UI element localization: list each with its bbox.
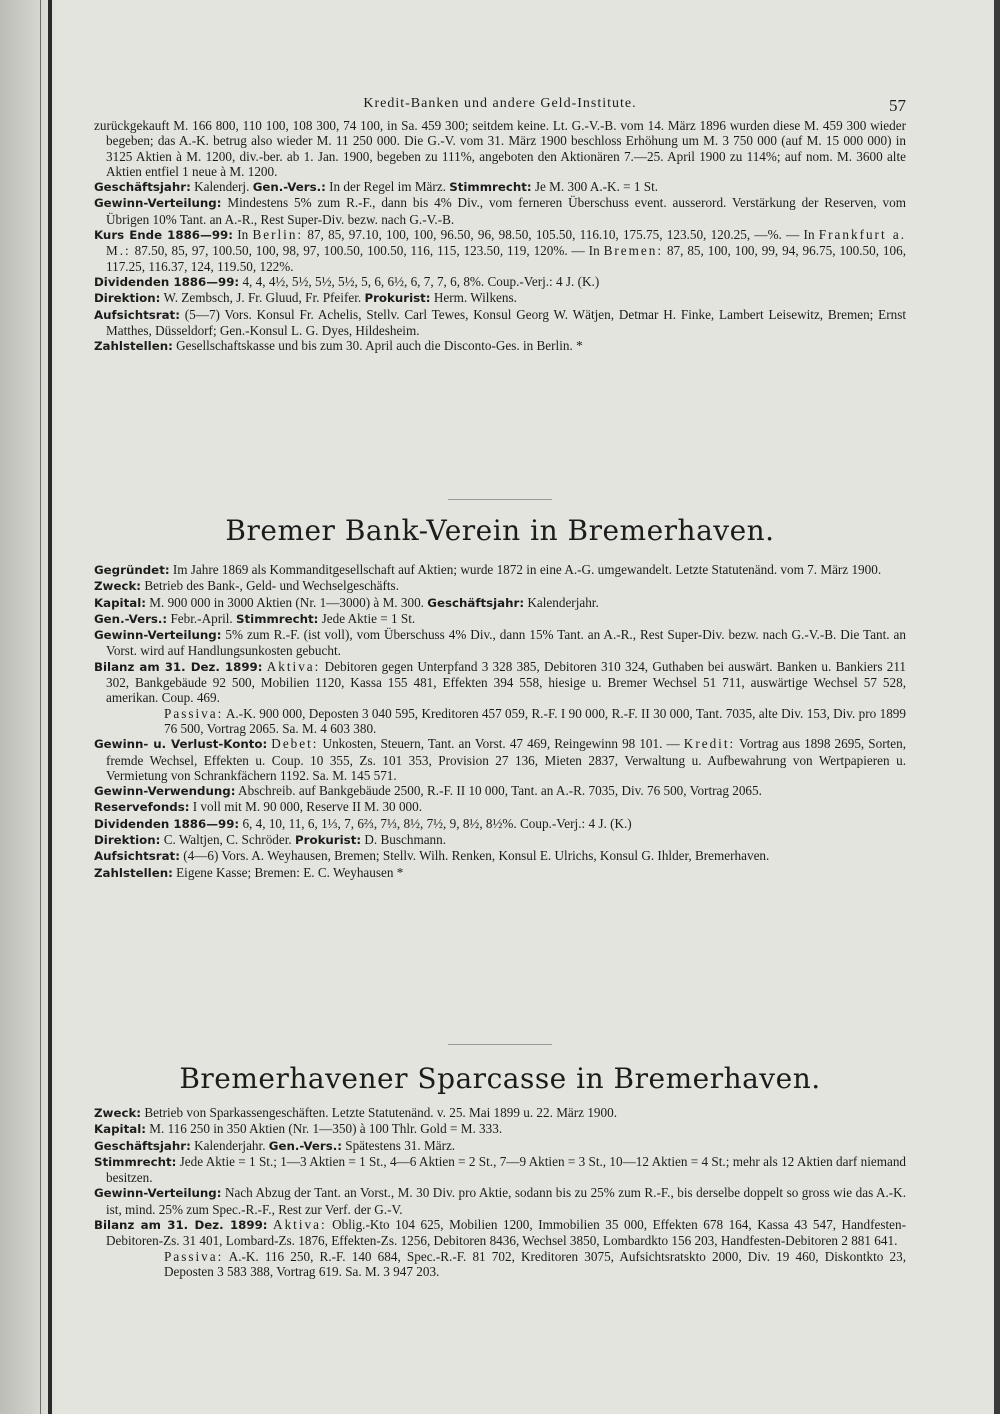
- zahlstellen-value: Eigene Kasse; Bremen: E. C. Weyhausen: [176, 864, 394, 880]
- kurs-bremen-values: 87, 85, 100, 100, 99, 94, 96.75, 100.50, 106, 117.25, 116.37, 124, 119.50, 122%.: [106, 243, 907, 274]
- binding-line: [48, 0, 52, 1414]
- geschaeftsjahr-paragraph: [94, 1138, 906, 1154]
- gewinn-value: Mindestens 5% zum R.-F., dann bis 4% Div., vom ferneren Überschuss event. ausserord. Verstärkung der Reserven, vom Übrigen 10% Tant. an A.-R., Rest Super-Div. bezw. nach G.-V.-B.: [106, 195, 906, 227]
- capital-history-text: zurückgekauft M. 166 800, 110 100, 108 300, 74 100, in Sa. 459 300; seitdem keine. Lt. G.-V.-B. vom 14. März 1896 wurden diese M. 459 300 wieder begeben; das A.-K. betrug also wieder M. 11 250 000. Die G.-V. vom 31. März 1900 beschloss Erhöhung um M. 3 750 000 (auf M. 15 000 000) in 3125 Aktien à M. 1200, div.-ber. ab 1. Jan. 1900, begeben zu 111%, angeboten den Aktionären 7.—25. April 1900 zu 114%; auf nom. M. 3600 alte Aktien entfiel 1 neue à M. 1200.: [94, 118, 906, 179]
- coup-verj: Coup.-Verj.: 4 J. (K.): [487, 273, 600, 289]
- gewinn-paragraph: [94, 627, 906, 659]
- kapital-label: Kapital:: [94, 1122, 146, 1137]
- bilanz-label: Bilanz am 31. Dez. 1899:: [94, 1218, 268, 1233]
- zahlstellen-label: Zahlstellen:: [94, 865, 173, 880]
- kurs-label: Kurs Ende 1886—99:: [94, 228, 233, 243]
- prokurist-label: Prokurist:: [364, 291, 431, 306]
- kurs-in-a: In: [237, 227, 249, 243]
- gewinn-label: Gewinn-Verteilung:: [94, 196, 222, 211]
- dividenden-paragraph: [94, 274, 906, 290]
- genvers-value: In der Regel im März.: [329, 179, 446, 195]
- verwendung-value: Abschreib. auf Bankgebäude 2500, R.-F. II 10 000, Tant. an A.-R. 7035, Div. 76 500, Vortrag 2065.: [238, 783, 762, 799]
- dividenden-label: Dividenden 1886—99:: [94, 816, 240, 831]
- prokurist-label: Prokurist:: [295, 833, 362, 848]
- debet-label: Debet:: [271, 736, 319, 752]
- passiva-value: A.-K. 116 250, R.-F. 140 684, Spec.-R.-F. 81 702, Kreditoren 3075, Aufsichtsratskto 2000, Div. 19 460, Diskontkto 23, Deposten 3 583 388, Vortrag 619. Sa. M. 3 947 203.: [164, 1248, 907, 1279]
- passiva-paragraph: [94, 1249, 906, 1280]
- kapital-paragraph: [94, 595, 906, 611]
- genvers-value: Febr.-April.: [170, 610, 233, 626]
- kapital-paragraph: [94, 1121, 906, 1137]
- reservefonds-paragraph: [94, 799, 906, 815]
- passiva-label: Passiva:: [164, 1248, 224, 1264]
- stimmrecht-label: Stimmrecht:: [449, 180, 532, 195]
- direktion-paragraph: [94, 832, 906, 848]
- genvers-label: Gen.-Vers.:: [94, 611, 168, 626]
- dividenden-label: Dividenden 1886—99:: [94, 274, 240, 289]
- kredit-value: Vortrag aus 1898 2695, Sorten, fremde Wechsel, Effekten u. Coup. 10 355, Zs. 101 353, Provision 27 136, Mieten 2837, Verwaltung u. Aufbewahrung von Wertpapieren u. Vermietung von Schrankfächern 1192. Sa. M. 145 571.: [106, 736, 907, 783]
- verwendung-paragraph: [94, 783, 906, 799]
- right-page-edge: [994, 0, 1000, 1414]
- geschaeftsjahr-label: Geschäftsjahr:: [427, 595, 525, 610]
- kredit-label: Kredit:: [683, 736, 736, 752]
- kapital-value: M. 900 000 in 3000 Aktien (Nr. 1—3000) à M. 300.: [149, 594, 424, 610]
- aufsichtsrat-label: Aufsichtsrat:: [94, 849, 180, 864]
- zahlstellen-paragraph: [94, 865, 906, 881]
- prokurist-value: D. Buschmann.: [364, 832, 447, 848]
- stimmrecht-value: Jede Aktie = 1 St.: [321, 610, 416, 626]
- prokurist-value: Herm. Wilkens.: [433, 290, 517, 306]
- stimmrecht-label: Stimmrecht:: [94, 1154, 177, 1169]
- aufsichtsrat-value: (4—6) Vors. A. Weyhausen, Bremen; Stellv. Wilh. Renken, Konsul E. Ulrichs, Konsul G. Ihlder, Bremerhaven.: [183, 848, 770, 864]
- zweck-label: Zweck:: [94, 1106, 142, 1120]
- gewinn-label: Gewinn-Verteilung:: [94, 1186, 222, 1201]
- gewinn-paragraph: [94, 1185, 906, 1217]
- coup-verj: Coup.-Verj.: 4 J. (K.): [519, 815, 632, 831]
- zahlstellen-paragraph: [94, 338, 906, 354]
- geschaeftsjahr-value: Kalenderj.: [194, 179, 250, 195]
- aufsichtsrat-label: Aufsichtsrat:: [94, 307, 180, 322]
- bilanz-paragraph: [94, 1217, 906, 1249]
- bremerhavener-sparcasse-entry: [94, 1105, 906, 1279]
- aufsichtsrat-paragraph: [94, 848, 906, 864]
- aktiva-label: Aktiva:: [266, 658, 321, 674]
- genvers-value: Spätestens 31. März.: [345, 1137, 456, 1153]
- verwendung-label: Gewinn-Verwendung:: [94, 784, 236, 799]
- zahlstellen-label: Zahlstellen:: [94, 339, 173, 354]
- running-head: [94, 96, 906, 116]
- capital-history-paragraph: [94, 118, 906, 179]
- genvers-label: Gen.-Vers.:: [252, 180, 326, 195]
- gegruendet-label: Gegründet:: [94, 563, 170, 577]
- direktion-paragraph: [94, 290, 906, 306]
- dividenden-paragraph: [94, 816, 906, 832]
- bremer-bank-verein-entry: [94, 562, 906, 881]
- footnote-star: *: [396, 864, 404, 880]
- guv-label: Gewinn- u. Verlust-Konto:: [94, 737, 268, 752]
- gegruendet-value: Im Jahre 1869 als Kommanditgesellschaft auf Aktien; wurde 1872 in eine A.-G. umgewandelt. Letzte Statutenänd. vom 7. März 1900.: [172, 562, 882, 577]
- kurs-paragraph: [94, 227, 906, 274]
- passiva-label: Passiva:: [164, 705, 224, 721]
- zweck-value: Betrieb des Bank-, Geld- und Wechselgeschäfts.: [144, 578, 399, 594]
- zahlstellen-value: Gesellschaftskasse und bis zum 30. April auch die Disconto-Ges. in Berlin.: [176, 338, 573, 354]
- gegruendet-paragraph: [94, 562, 906, 578]
- passiva-value: A.-K. 900 000, Deposten 3 040 595, Kreditoren 457 059, R.-F. I 90 000, R.-F. II 30 000, Tant. 7035, alte Div. 153, Div. pro 1899 76 500, Vortrag 2065. Sa. M. 4 603 380.: [164, 705, 906, 736]
- bremer-bank-verein-heading: Bremer Bank-Verein in Bremerhaven.: [225, 514, 775, 547]
- gewinn-value: 5% zum R.-F. (ist voll), vom Überschuss 4% Div., dann 15% Tant. an A.-R., Rest Super-Div. bezw. nach G.-V.-B. Die Tant. an Vorst. wird auf Handlungsunkosten gebucht.: [106, 627, 907, 659]
- aktiva-value: Oblig.-Kto 104 625, Mobilien 1200, Immobilien 35 000, Effekten 678 164, Kassa 43 547, Handfesten-Debitoren-Zs. 31 401, Lombard-Zs. 1876, Effekten-Zs. 1256, Debitoren 8436, Wechsel 3850, Lombardkto 156 203, Handfesten-Debitoren 2 881 641.: [106, 1217, 906, 1249]
- geschaeftsjahr-label: Geschäftsjahr:: [94, 180, 191, 195]
- page-number: 57: [889, 96, 906, 115]
- kurs-city-berlin: Berlin:: [252, 227, 304, 243]
- stimmrecht-label: Stimmrecht:: [236, 611, 319, 626]
- kurs-frankfurt-values: 87.50, 85, 97, 100.50, 100, 98, 97, 100.50, 100.50, 116, 115, 123.50, 119, 120%. —: [134, 243, 585, 259]
- binding-shadow-line: [40, 0, 41, 1414]
- kurs-city-bremen: Bremen:: [603, 243, 664, 259]
- section-divider: [448, 499, 552, 500]
- aktiva-value: Debitoren gegen Unterpfand 3 328 385, Debitoren 310 324, Guthaben bei auswärt. Banken u. Bankiers 211 302, Bankgebäude 92 500, Mobilien 1120, Kassa 155 481, Effekten 394 558, hiesige u. Bremer Wechsel 51 711, auswärtige Wechsel 57 528, amerikan. Coup. 469.: [106, 658, 907, 706]
- debet-value: Unkosten, Steuern, Tant. an Vorst. 47 469, Reingewinn 98 101. —: [322, 736, 680, 752]
- previous-company-entry: [94, 118, 906, 354]
- aufsichtsrat-paragraph: [94, 307, 906, 339]
- bilanz-paragraph: [94, 659, 906, 706]
- aktiva-label: Aktiva:: [273, 1217, 327, 1233]
- stimmrecht-value: Je M. 300 A.-K. = 1 St.: [534, 179, 659, 195]
- direktion-value: W. Zembsch, J. Fr. Gluud, Fr. Pfeifer.: [163, 290, 362, 306]
- kapital-value: M. 116 250 in 350 Aktien (Nr. 1—350) à 100 Thlr. Gold = M. 333.: [149, 1121, 503, 1137]
- dividenden-value: 6, 4, 10, 11, 6, 1⅓, 7, 6⅔, 7⅓, 8½, 7½, 9, 8½, 8½%.: [242, 815, 517, 831]
- running-head-title: Kredit-Banken und andere Geld-Institute.: [363, 96, 637, 111]
- guv-paragraph: [94, 736, 906, 783]
- dividenden-value: 4, 4, 4½, 5½, 5½, 5½, 5, 6, 6½, 6, 7, 7, 6, 8%.: [242, 273, 485, 289]
- zweck-label: Zweck:: [94, 579, 142, 594]
- reservefonds-value: I voll mit M. 90 000, Reserve II M. 30 000.: [192, 799, 423, 815]
- stimmrecht-paragraph: [94, 1154, 906, 1186]
- footnote-star: *: [576, 338, 583, 354]
- kurs-berlin-values: 87, 85, 97.10, 100, 100, 96.50, 96, 98.50, 105.50, 116.10, 175.75, 123.50, 120.25, —%. —: [307, 227, 800, 243]
- aufsichtsrat-value: (5—7) Vors. Konsul Fr. Achelis, Stellv. Carl Tewes, Konsul Georg W. Wätjen, Detmar H. Finke, Lambert Leisewitz, Bremen; Ernst Matthes, Düsseldorf; Gen.-Konsul L. G. Dyes, Hildesheim.: [106, 306, 907, 338]
- gewinn-label: Gewinn-Verteilung:: [94, 628, 222, 643]
- zweck-value: Betrieb von Sparkassengeschäften. Letzte Statutenänd. v. 25. Mai 1899 u. 22. März 1900.: [144, 1105, 617, 1120]
- direktion-label: Direktion:: [94, 291, 161, 306]
- zweck-paragraph: [94, 578, 906, 594]
- kurs-city-frankfurt: Frankfurt a. M.:: [106, 227, 907, 259]
- direktion-value: C. Waltjen, C. Schröder.: [163, 832, 292, 848]
- bremerhavener-sparcasse-heading: Bremerhavener Sparcasse in Bremerhaven.: [179, 1062, 821, 1095]
- gewinn-value: Nach Abzug der Tant. an Vorst., M. 30 Div. pro Aktie, sodann bis zu 25% zum R.-F., bis derselbe doppelt so gross wie das A.-K. ist, mind. 25% zum Spec.-R.-F., Rest zur Verf. der G.-V.: [106, 1185, 906, 1217]
- kurs-in-b: In: [803, 227, 815, 243]
- bilanz-label: Bilanz am 31. Dez. 1899:: [94, 659, 263, 674]
- section-divider: [448, 1044, 552, 1045]
- genvers-paragraph: [94, 611, 906, 627]
- kurs-in-c: In: [588, 243, 600, 259]
- meta-paragraph: [94, 179, 906, 195]
- geschaeftsjahr-label: Geschäftsjahr:: [94, 1138, 191, 1153]
- reservefonds-label: Reservefonds:: [94, 800, 190, 815]
- gewinn-paragraph: [94, 195, 906, 227]
- zweck-paragraph: [94, 1105, 906, 1121]
- geschaeftsjahr-value: Kalenderjahr.: [194, 1137, 266, 1153]
- passiva-paragraph: [94, 706, 906, 737]
- kapital-label: Kapital:: [94, 595, 146, 610]
- stimmrecht-value: Jede Aktie = 1 St.; 1—3 Aktien = 1 St., 4—6 Aktien = 2 St., 7—9 Aktien = 3 St., 10—12 Aktien = 4 St.; mehr als 12 Aktien darf niemand besitzen.: [106, 1153, 907, 1186]
- direktion-label: Direktion:: [94, 833, 161, 848]
- geschaeftsjahr-value: Kalenderjahr.: [527, 594, 599, 610]
- genvers-label: Gen.-Vers.:: [268, 1138, 342, 1153]
